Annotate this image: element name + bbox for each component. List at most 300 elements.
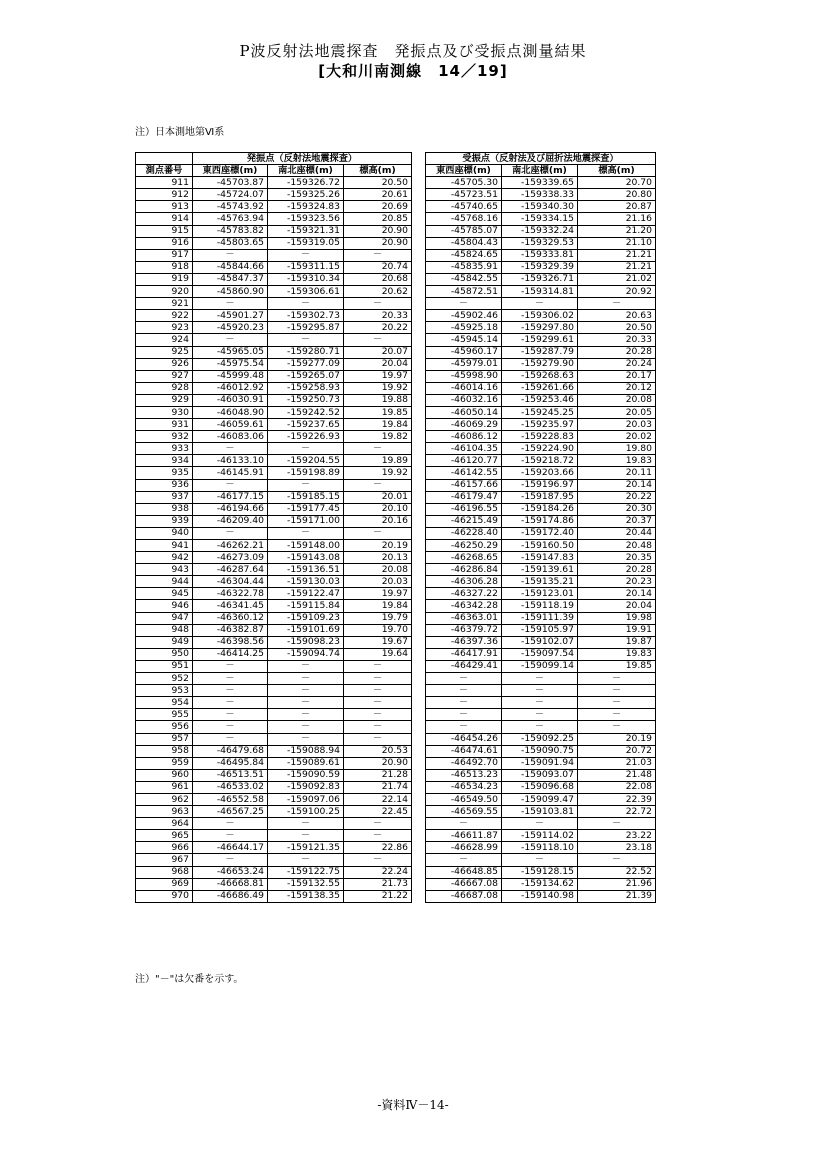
station-number-cell: 937 xyxy=(136,491,193,503)
table-row xyxy=(136,225,656,237)
receiver-z-cell: 20.11 xyxy=(578,467,656,479)
receiver-y-cell: -159261.66 xyxy=(502,382,578,394)
column-gap xyxy=(412,515,426,527)
station-number-cell: 920 xyxy=(136,286,193,298)
col-header-station: 測点番号 xyxy=(136,165,193,177)
receiver-z-cell: － xyxy=(578,697,656,709)
station-number-cell: 953 xyxy=(136,685,193,697)
source-y-cell: － xyxy=(268,733,344,745)
table-row xyxy=(136,273,656,285)
column-gap xyxy=(412,249,426,261)
station-number-cell: 951 xyxy=(136,660,193,672)
receiver-y-cell: -159135.21 xyxy=(502,576,578,588)
source-z-cell: － xyxy=(344,721,412,733)
column-gap xyxy=(412,394,426,406)
source-x-cell: -46567.25 xyxy=(193,806,268,818)
source-x-cell: -46030.91 xyxy=(193,394,268,406)
source-x-cell: -46304.44 xyxy=(193,576,268,588)
source-y-cell: -159089.61 xyxy=(268,757,344,769)
source-y-cell: -159319.05 xyxy=(268,237,344,249)
receiver-z-cell: 23.22 xyxy=(578,830,656,842)
station-number-cell: 929 xyxy=(136,394,193,406)
column-gap xyxy=(412,612,426,624)
receiver-y-cell: -159339.65 xyxy=(502,177,578,189)
receiver-y-cell: -159279.90 xyxy=(502,358,578,370)
receiver-z-cell: 20.70 xyxy=(578,177,656,189)
receiver-x-cell: -46327.22 xyxy=(426,588,502,600)
source-z-cell: 20.90 xyxy=(344,225,412,237)
source-y-cell: -159310.34 xyxy=(268,273,344,285)
receiver-x-cell: -46687.08 xyxy=(426,890,502,902)
receiver-x-cell: -45998.90 xyxy=(426,370,502,382)
source-y-cell: -159121.35 xyxy=(268,842,344,854)
column-gap xyxy=(412,564,426,576)
table-row xyxy=(136,479,656,491)
receiver-z-cell: 20.33 xyxy=(578,334,656,346)
station-number-cell: 916 xyxy=(136,237,193,249)
source-y-cell: － xyxy=(268,660,344,672)
station-number-cell: 914 xyxy=(136,213,193,225)
source-x-cell: － xyxy=(193,854,268,866)
source-y-cell: -159302.73 xyxy=(268,310,344,322)
receiver-z-cell: 19.85 xyxy=(578,660,656,672)
source-y-cell: -159258.93 xyxy=(268,382,344,394)
source-x-cell: -46398.56 xyxy=(193,636,268,648)
column-gap xyxy=(412,648,426,660)
station-number-cell: 948 xyxy=(136,624,193,636)
table-row xyxy=(136,515,656,527)
receiver-z-cell: 21.16 xyxy=(578,213,656,225)
receiver-x-cell: -46363.01 xyxy=(426,612,502,624)
column-gap xyxy=(412,165,426,177)
table-row xyxy=(136,818,656,830)
table-row xyxy=(136,612,656,624)
source-x-cell: -46668.81 xyxy=(193,878,268,890)
column-gap xyxy=(412,709,426,721)
column-gap xyxy=(412,806,426,818)
source-x-cell: － xyxy=(193,818,268,830)
station-number-cell: 926 xyxy=(136,358,193,370)
source-y-cell: -159094.74 xyxy=(268,648,344,660)
station-number-cell: 965 xyxy=(136,830,193,842)
source-y-cell: -159226.93 xyxy=(268,431,344,443)
column-gap xyxy=(412,588,426,600)
column-gap xyxy=(412,624,426,636)
coordinate-system-note: 注）日本測地第Ⅵ系 xyxy=(135,127,225,138)
table-row xyxy=(136,890,656,902)
receiver-z-cell: 20.50 xyxy=(578,322,656,334)
source-y-cell: -159130.03 xyxy=(268,576,344,588)
source-z-cell: 20.08 xyxy=(344,564,412,576)
station-number-cell: 925 xyxy=(136,346,193,358)
table-row xyxy=(136,298,656,310)
table-row xyxy=(136,842,656,854)
receiver-x-cell: -45979.01 xyxy=(426,358,502,370)
station-number-cell: 952 xyxy=(136,673,193,685)
source-x-cell: -46341.45 xyxy=(193,600,268,612)
source-x-cell: -46495.84 xyxy=(193,757,268,769)
receiver-x-cell: -46286.84 xyxy=(426,564,502,576)
source-z-cell: 20.10 xyxy=(344,503,412,515)
receiver-z-cell: 20.28 xyxy=(578,564,656,576)
column-gap xyxy=(412,600,426,612)
receiver-z-cell: 22.39 xyxy=(578,793,656,805)
table-row xyxy=(136,467,656,479)
receiver-x-cell: － xyxy=(426,673,502,685)
receiver-y-cell: -159196.97 xyxy=(502,479,578,491)
column-gap xyxy=(412,757,426,769)
receiver-z-cell: 20.12 xyxy=(578,382,656,394)
station-number-cell: 947 xyxy=(136,612,193,624)
source-x-cell: -46209.40 xyxy=(193,515,268,527)
source-y-cell: -159204.55 xyxy=(268,455,344,467)
receiver-x-cell: -46569.55 xyxy=(426,806,502,818)
receiver-y-cell: － xyxy=(502,298,578,310)
column-gap xyxy=(412,842,426,854)
col-header-source-x: 東西座標(m) xyxy=(193,165,268,177)
source-z-cell: － xyxy=(344,685,412,697)
table-row xyxy=(136,370,656,382)
receiver-y-cell: -159334.15 xyxy=(502,213,578,225)
column-gap xyxy=(412,358,426,370)
station-number-cell: 944 xyxy=(136,576,193,588)
table-row xyxy=(136,781,656,793)
receiver-y-cell: -159329.53 xyxy=(502,237,578,249)
source-x-cell: -46273.09 xyxy=(193,552,268,564)
receiver-y-cell: -159092.25 xyxy=(502,733,578,745)
receiver-z-cell: 20.37 xyxy=(578,515,656,527)
receiver-x-cell: － xyxy=(426,298,502,310)
source-x-cell: -46012.92 xyxy=(193,382,268,394)
table-row xyxy=(136,588,656,600)
table-row xyxy=(136,757,656,769)
station-number-cell: 963 xyxy=(136,806,193,818)
table-row xyxy=(136,189,656,201)
station-number-cell: 962 xyxy=(136,793,193,805)
column-gap xyxy=(412,733,426,745)
receiver-z-cell: 21.48 xyxy=(578,769,656,781)
receiver-y-cell: -159139.61 xyxy=(502,564,578,576)
column-gap xyxy=(412,455,426,467)
column-gap xyxy=(412,334,426,346)
receiver-z-cell: 21.21 xyxy=(578,249,656,261)
source-x-cell: -46262.21 xyxy=(193,540,268,552)
source-y-cell: － xyxy=(268,854,344,866)
receiver-x-cell: － xyxy=(426,709,502,721)
table-row xyxy=(136,806,656,818)
source-x-cell: -45844.66 xyxy=(193,261,268,273)
receiver-y-cell: -159118.19 xyxy=(502,600,578,612)
receiver-y-cell: -159268.63 xyxy=(502,370,578,382)
column-gap xyxy=(412,322,426,334)
station-number-cell: 964 xyxy=(136,818,193,830)
receiver-y-cell: － xyxy=(502,697,578,709)
receiver-x-cell: -46215.49 xyxy=(426,515,502,527)
station-number-cell: 969 xyxy=(136,878,193,890)
station-number-cell: 950 xyxy=(136,648,193,660)
table-row xyxy=(136,310,656,322)
station-number-cell: 961 xyxy=(136,781,193,793)
source-y-cell: -159185.15 xyxy=(268,491,344,503)
table-row xyxy=(136,358,656,370)
source-x-cell: -46133.10 xyxy=(193,455,268,467)
table-row xyxy=(136,576,656,588)
receiver-z-cell: 21.21 xyxy=(578,261,656,273)
table-row xyxy=(136,648,656,660)
table-row xyxy=(136,636,656,648)
source-y-cell: -159109.23 xyxy=(268,612,344,624)
source-y-cell: -159098.23 xyxy=(268,636,344,648)
receiver-y-cell: -159329.39 xyxy=(502,261,578,273)
receiver-z-cell: － xyxy=(578,685,656,697)
receiver-x-cell: -46196.55 xyxy=(426,503,502,515)
receiver-y-cell: -159224.90 xyxy=(502,443,578,455)
station-number-cell: 922 xyxy=(136,310,193,322)
station-number-cell: 924 xyxy=(136,334,193,346)
column-gap xyxy=(412,878,426,890)
receiver-y-cell: -159093.07 xyxy=(502,769,578,781)
column-gap xyxy=(412,298,426,310)
table-row xyxy=(136,769,656,781)
source-y-cell: － xyxy=(268,334,344,346)
source-z-cell: 20.04 xyxy=(344,358,412,370)
receiver-z-cell: 20.05 xyxy=(578,406,656,418)
col-header-source-y: 南北座標(m) xyxy=(268,165,344,177)
receiver-z-cell: 20.35 xyxy=(578,552,656,564)
table-row xyxy=(136,854,656,866)
source-x-cell: -46322.78 xyxy=(193,588,268,600)
column-gap xyxy=(412,503,426,515)
source-z-cell: 20.13 xyxy=(344,552,412,564)
receiver-z-cell: － xyxy=(578,721,656,733)
source-z-cell: 20.85 xyxy=(344,213,412,225)
source-z-cell: － xyxy=(344,697,412,709)
column-gap xyxy=(412,830,426,842)
source-z-cell: 20.19 xyxy=(344,540,412,552)
source-x-cell: -45999.48 xyxy=(193,370,268,382)
source-y-cell: － xyxy=(268,721,344,733)
source-z-cell: 20.90 xyxy=(344,237,412,249)
column-gap xyxy=(412,382,426,394)
receiver-x-cell: -45872.51 xyxy=(426,286,502,298)
station-number-cell: 949 xyxy=(136,636,193,648)
source-y-cell: -159324.83 xyxy=(268,201,344,213)
column-gap xyxy=(412,781,426,793)
column-gap xyxy=(412,153,426,165)
source-z-cell: 20.07 xyxy=(344,346,412,358)
receiver-z-cell: 19.87 xyxy=(578,636,656,648)
column-gap xyxy=(412,431,426,443)
source-y-cell: -159148.00 xyxy=(268,540,344,552)
receiver-z-cell: － xyxy=(578,298,656,310)
source-y-cell: -159277.09 xyxy=(268,358,344,370)
source-z-cell: 20.03 xyxy=(344,576,412,588)
source-group-header: 発振点（反射法地震探査） xyxy=(193,153,412,165)
receiver-x-cell: -46120.77 xyxy=(426,455,502,467)
receiver-x-cell: -46157.66 xyxy=(426,479,502,491)
column-gap xyxy=(412,443,426,455)
table-row xyxy=(136,334,656,346)
source-y-cell: -159088.94 xyxy=(268,745,344,757)
receiver-x-cell: -46628.99 xyxy=(426,842,502,854)
receiver-x-cell: -46142.55 xyxy=(426,467,502,479)
source-z-cell: 19.82 xyxy=(344,431,412,443)
column-gap xyxy=(412,854,426,866)
source-x-cell: -46552.58 xyxy=(193,793,268,805)
column-gap xyxy=(412,225,426,237)
receiver-x-cell: -46014.16 xyxy=(426,382,502,394)
station-number-cell: 942 xyxy=(136,552,193,564)
table-row xyxy=(136,733,656,745)
missing-number-note: 注）"－"は欠番を示す。 xyxy=(135,974,244,985)
source-y-cell: － xyxy=(268,830,344,842)
receiver-y-cell: -159123.01 xyxy=(502,588,578,600)
receiver-x-cell: -46513.23 xyxy=(426,769,502,781)
station-number-cell: 935 xyxy=(136,467,193,479)
source-x-cell: － xyxy=(193,334,268,346)
receiver-x-cell: -46050.14 xyxy=(426,406,502,418)
table-row xyxy=(136,249,656,261)
receiver-x-cell: -45842.55 xyxy=(426,273,502,285)
receiver-x-cell: -46454.26 xyxy=(426,733,502,745)
station-number-cell: 946 xyxy=(136,600,193,612)
station-number-cell: 967 xyxy=(136,854,193,866)
source-y-cell: -159101.69 xyxy=(268,624,344,636)
source-y-cell: -159138.35 xyxy=(268,890,344,902)
receiver-x-cell: -45835.91 xyxy=(426,261,502,273)
table-row xyxy=(136,830,656,842)
receiver-z-cell: 20.92 xyxy=(578,286,656,298)
column-gap xyxy=(412,866,426,878)
source-x-cell: － xyxy=(193,830,268,842)
column-gap xyxy=(412,310,426,322)
station-number-cell: 927 xyxy=(136,370,193,382)
table-row xyxy=(136,745,656,757)
station-number-cell: 931 xyxy=(136,419,193,431)
source-z-cell: 19.79 xyxy=(344,612,412,624)
table-row xyxy=(136,721,656,733)
source-z-cell: － xyxy=(344,298,412,310)
source-z-cell: 21.74 xyxy=(344,781,412,793)
receiver-x-cell: -46342.28 xyxy=(426,600,502,612)
receiver-x-cell: -46228.40 xyxy=(426,527,502,539)
receiver-x-cell: -45768.16 xyxy=(426,213,502,225)
source-z-cell: 19.85 xyxy=(344,406,412,418)
station-number-cell: 954 xyxy=(136,697,193,709)
receiver-y-cell: -159333.81 xyxy=(502,249,578,261)
source-y-cell: － xyxy=(268,673,344,685)
receiver-x-cell: -46268.65 xyxy=(426,552,502,564)
receiver-z-cell: 20.03 xyxy=(578,419,656,431)
source-y-cell: -159122.75 xyxy=(268,866,344,878)
column-gap xyxy=(412,491,426,503)
source-x-cell: -46083.06 xyxy=(193,431,268,443)
page-title: P波反射法地震探査 発振点及び受振点測量結果 xyxy=(239,42,587,60)
column-gap xyxy=(412,261,426,273)
source-x-cell: － xyxy=(193,527,268,539)
source-x-cell: -46048.90 xyxy=(193,406,268,418)
column-gap xyxy=(412,479,426,491)
receiver-x-cell: － xyxy=(426,721,502,733)
receiver-x-cell: -46648.85 xyxy=(426,866,502,878)
column-gap xyxy=(412,213,426,225)
receiver-y-cell: -159140.98 xyxy=(502,890,578,902)
receiver-x-cell: -45960.17 xyxy=(426,346,502,358)
table-row xyxy=(136,237,656,249)
station-number-cell: 941 xyxy=(136,540,193,552)
col-header-source-z: 標高(m) xyxy=(344,165,412,177)
receiver-y-cell: -159118.10 xyxy=(502,842,578,854)
receiver-z-cell: 19.91 xyxy=(578,624,656,636)
receiver-y-cell: -159091.94 xyxy=(502,757,578,769)
station-number-cell: 933 xyxy=(136,443,193,455)
source-z-cell: － xyxy=(344,818,412,830)
receiver-z-cell: 20.19 xyxy=(578,733,656,745)
receiver-y-cell: -159299.61 xyxy=(502,334,578,346)
receiver-y-cell: -159228.83 xyxy=(502,431,578,443)
source-z-cell: 19.97 xyxy=(344,588,412,600)
table-row xyxy=(136,685,656,697)
receiver-x-cell: -46306.28 xyxy=(426,576,502,588)
source-y-cell: － xyxy=(268,527,344,539)
col-header-receiver-x: 東西座標(m) xyxy=(426,165,502,177)
source-x-cell: -46644.17 xyxy=(193,842,268,854)
source-x-cell: -46382.87 xyxy=(193,624,268,636)
receiver-y-cell: -159134.62 xyxy=(502,878,578,890)
receiver-x-cell: -45824.65 xyxy=(426,249,502,261)
table-row xyxy=(136,394,656,406)
source-y-cell: -159311.15 xyxy=(268,261,344,273)
receiver-y-cell: -159306.02 xyxy=(502,310,578,322)
station-number-cell: 956 xyxy=(136,721,193,733)
station-number-cell: 930 xyxy=(136,406,193,418)
receiver-x-cell: -45705.30 xyxy=(426,177,502,189)
receiver-x-cell: -46611.87 xyxy=(426,830,502,842)
station-number-cell: 958 xyxy=(136,745,193,757)
receiver-z-cell: 19.83 xyxy=(578,648,656,660)
source-z-cell: 19.84 xyxy=(344,419,412,431)
receiver-group-header: 受振点（反射法及び屈折法地震探査） xyxy=(426,153,656,165)
source-y-cell: -159171.00 xyxy=(268,515,344,527)
receiver-y-cell: -159172.40 xyxy=(502,527,578,539)
column-gap xyxy=(412,540,426,552)
source-x-cell: -45803.65 xyxy=(193,237,268,249)
source-x-cell: -46533.02 xyxy=(193,781,268,793)
receiver-z-cell: 20.14 xyxy=(578,479,656,491)
source-y-cell: -159265.07 xyxy=(268,370,344,382)
receiver-y-cell: -159099.14 xyxy=(502,660,578,672)
column-gap xyxy=(412,890,426,902)
source-y-cell: -159100.25 xyxy=(268,806,344,818)
column-gap xyxy=(412,552,426,564)
source-y-cell: -159115.84 xyxy=(268,600,344,612)
source-y-cell: － xyxy=(268,818,344,830)
receiver-z-cell: 20.44 xyxy=(578,527,656,539)
source-x-cell: -46653.24 xyxy=(193,866,268,878)
table-row xyxy=(136,866,656,878)
receiver-z-cell: 21.39 xyxy=(578,890,656,902)
column-gap xyxy=(412,286,426,298)
source-y-cell: -159092.83 xyxy=(268,781,344,793)
receiver-y-cell: － xyxy=(502,685,578,697)
column-gap xyxy=(412,273,426,285)
station-number-cell: 938 xyxy=(136,503,193,515)
page-subtitle: [大和川南測線 14／19] xyxy=(318,62,508,80)
receiver-x-cell: -46417.91 xyxy=(426,648,502,660)
station-number-cell: 932 xyxy=(136,431,193,443)
receiver-z-cell: 20.24 xyxy=(578,358,656,370)
receiver-x-cell: -46667.08 xyxy=(426,878,502,890)
